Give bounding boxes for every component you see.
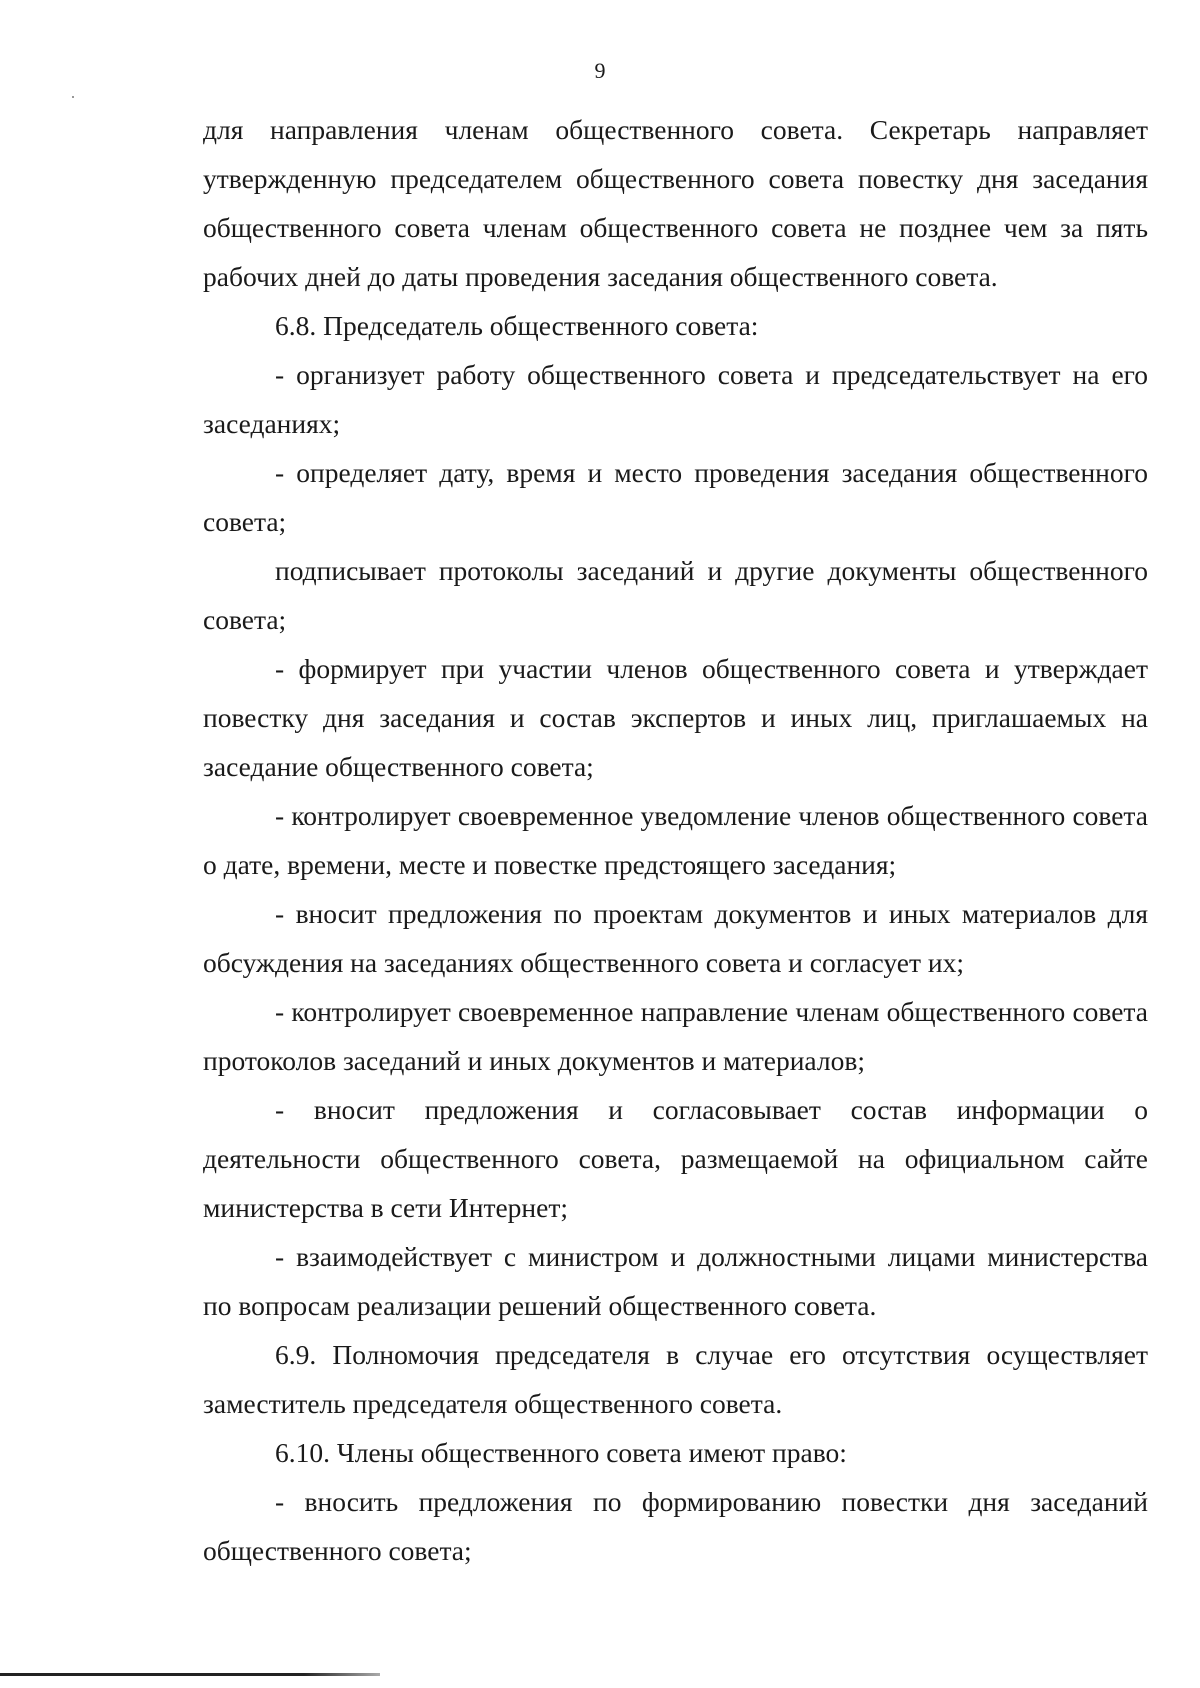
page-body xyxy=(203,105,1148,1575)
list-item: - вносит предложения и согласовывает состав информации о деятельности общественного совета, размещаемой на официальном сайте министерства в сети Интернет; xyxy=(203,1094,1148,1223)
list-item: подписывает протоколы заседаний и другие документы общественного совета; xyxy=(203,555,1148,635)
paragraph: для направления членам общественного совета. Секретарь направляет утвержденную председателем общественного совета повестку дня заседания общественного совета членам общественного совета не позднее чем за пять рабочих дней до даты проведения заседания общественного совета. xyxy=(203,114,1148,292)
list-item: - определяет дату, время и место проведения заседания общественного совета; xyxy=(203,457,1148,537)
page-number: 9 xyxy=(594,58,606,83)
list-item: - контролирует своевременное направление членам общественного совета протоколов заседаний и иных документов и материалов; xyxy=(203,996,1148,1076)
list-item: - формирует при участии членов общественного совета и утверждает повестку дня заседания и состав экспертов и иных лиц, приглашаемых на заседание общественного совета; xyxy=(203,653,1148,782)
list-item: - вносит предложения по проектам документов и иных материалов для обсуждения на заседаниях общественного совета и согласует их; xyxy=(203,898,1148,978)
paragraph-6-9: 6.9. Полномочия председателя в случае его отсутствия осуществляет заместитель председателя общественного совета. xyxy=(203,1339,1148,1419)
list-item: - контролирует своевременное уведомление членов общественного совета о дате, времени, месте и повестке предстоящего заседания; xyxy=(203,800,1148,880)
list-item: - организует работу общественного совета и председательствует на его заседаниях; xyxy=(203,359,1148,439)
bottom-rule xyxy=(0,1673,380,1676)
list-item: - взаимодействует с министром и должностными лицами министерства по вопросам реализации решений общественного совета. xyxy=(203,1241,1148,1321)
scan-artifact-dot xyxy=(72,96,74,98)
section-heading-6-10: 6.10. Члены общественного совета имеют право: xyxy=(275,1437,847,1468)
list-item: - вносить предложения по формированию повестки дня заседаний общественного совета; xyxy=(203,1486,1148,1566)
section-heading-6-8: 6.8. Председатель общественного совета: xyxy=(275,310,759,341)
